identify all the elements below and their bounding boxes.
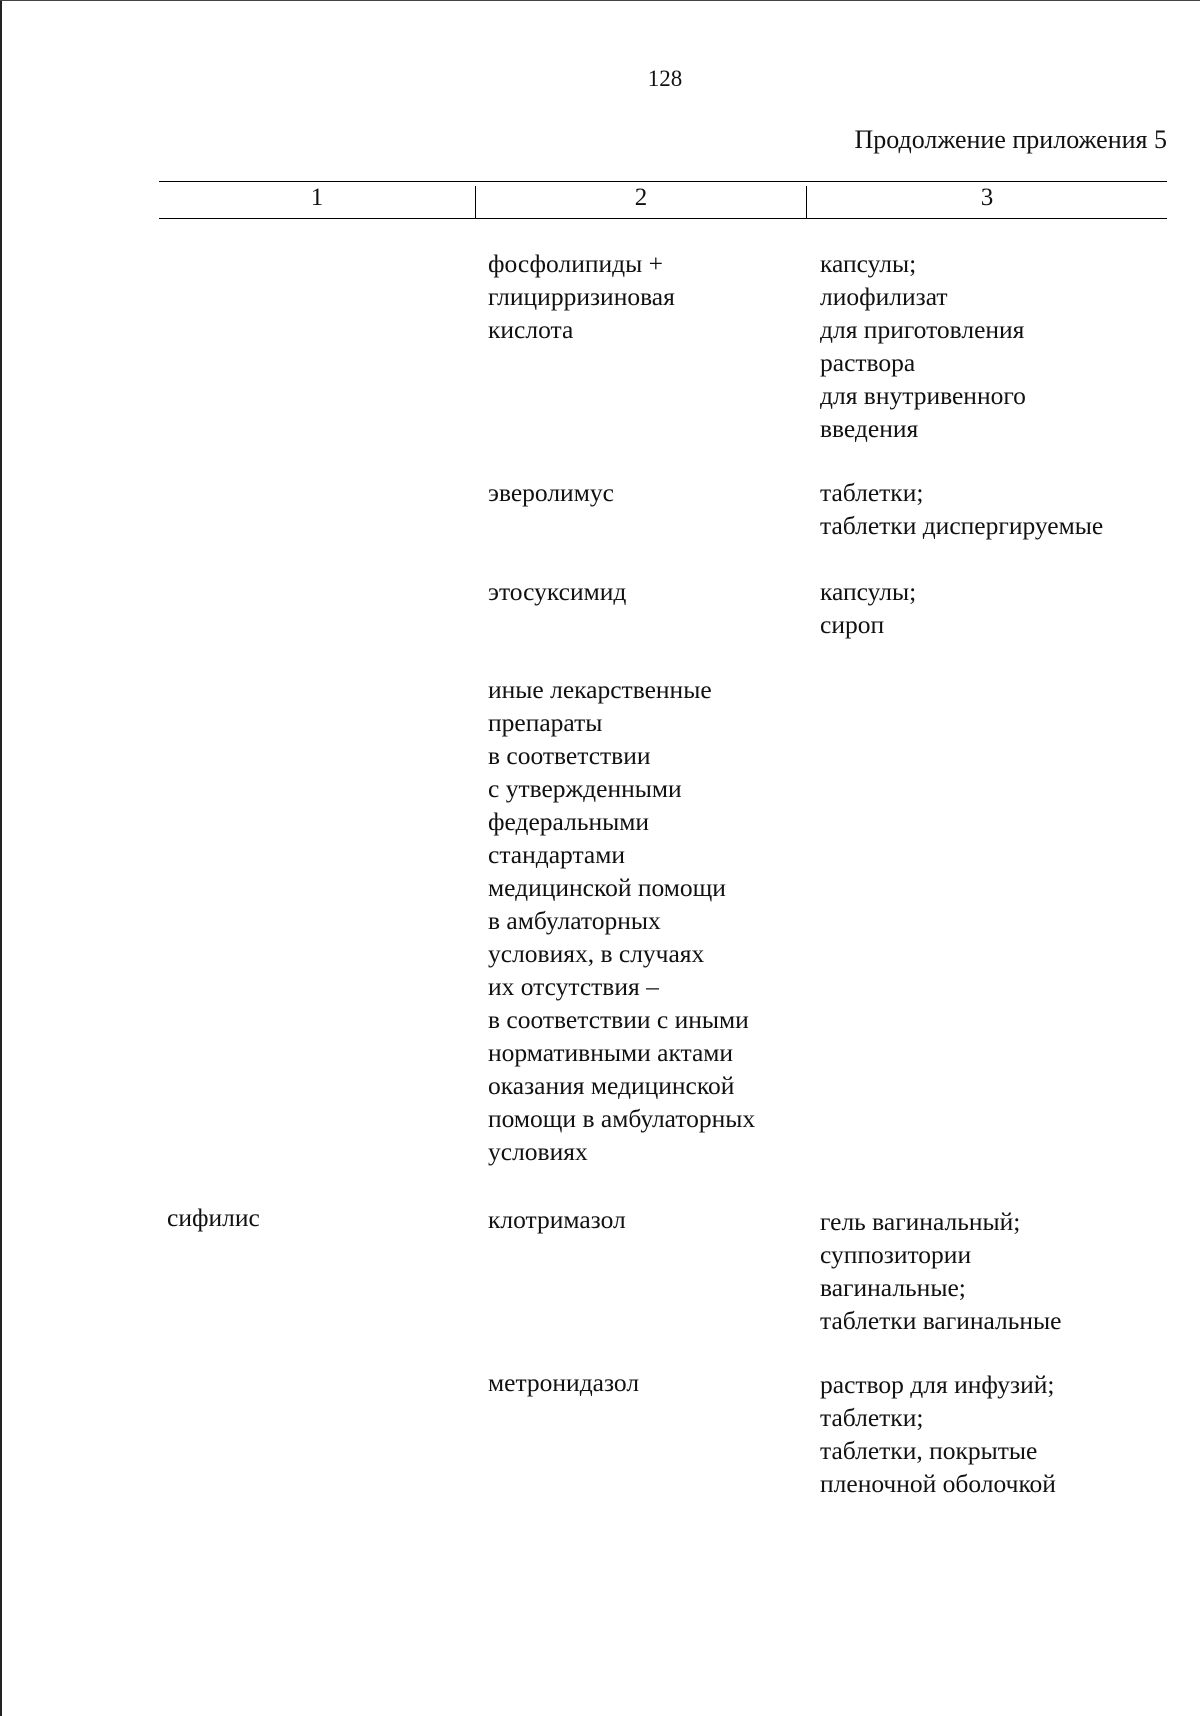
column-header-2: 2 <box>634 184 648 211</box>
row-2-drug-name: эверолимус <box>488 478 614 507</box>
table-header-bottom-rule <box>159 218 1167 219</box>
row-1-dosage-forms: капсулы; лиофилизат для приготовления раствора для внутривенного введения <box>820 249 1026 443</box>
table-header-top-rule <box>159 181 1167 182</box>
row-5-drug-name: клотримазол <box>488 1205 626 1234</box>
page-number: 128 <box>647 66 683 91</box>
scan-border-top <box>0 0 1200 1</box>
row-3-drug-name: этосуксимид <box>488 577 627 606</box>
appendix-continuation-note: Продолжение приложения 5 <box>854 125 1167 154</box>
column-header-3: 3 <box>980 184 994 211</box>
row-6-drug-name: метронидазол <box>488 1368 640 1397</box>
row-5-dosage-forms: гель вагинальный; суппозитории вагинальные; таблетки вагинальные <box>820 1207 1062 1335</box>
row-3-dosage-forms: капсулы; сироп <box>820 577 917 639</box>
column-header-1: 1 <box>310 184 324 211</box>
row-2-dosage-forms: таблетки; таблетки диспергируемые <box>820 478 1104 540</box>
row-4-drug-name: иные лекарственные препараты в соответствии с утвержденными федеральными стандартами медицинской помощи в амбулаторных условиях, в случаях их отсутствия – в соответствии с иными нормативными актами оказания медицинской помощи в амбулаторных условиях <box>488 675 756 1166</box>
row-6-dosage-forms: раствор для инфузий; таблетки; таблетки, покрытые пленочной оболочкой <box>820 1370 1056 1498</box>
row-5-disease-name: сифилис <box>167 1203 260 1232</box>
row-1-drug-name: фосфолипиды + глицирризиновая кислота <box>488 249 675 344</box>
scan-border-left <box>0 0 2 1716</box>
